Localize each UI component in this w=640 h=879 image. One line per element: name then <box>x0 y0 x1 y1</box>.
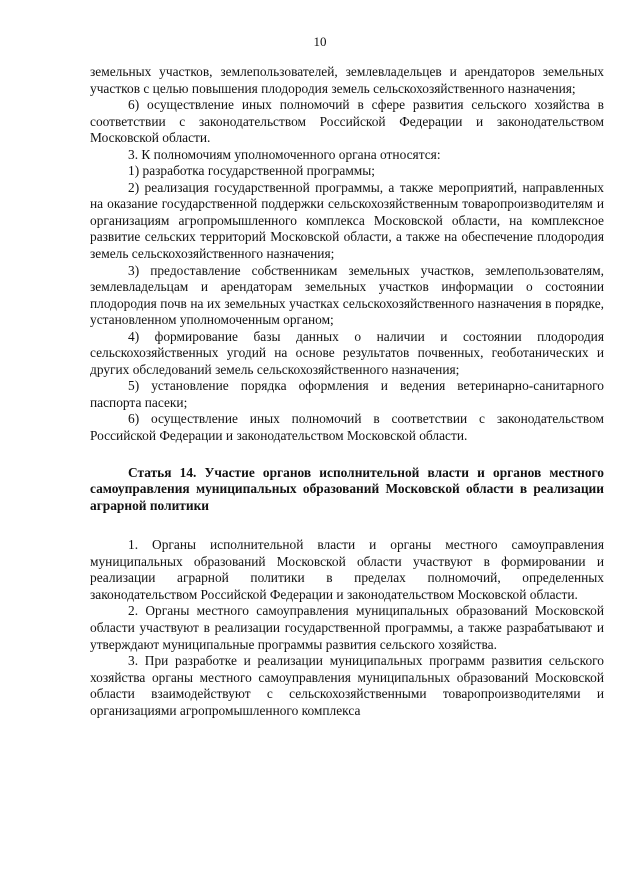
paragraph: 1) разработка государственной программы; <box>128 163 375 179</box>
paragraph: 2. Органы местного самоуправления муниципальных образований Московской области участвуют в реализации государственной программы, а также разрабатывают и утверждают муниципальные программы развития сельского хозяйства. <box>90 603 604 652</box>
paragraph: 6) осуществление иных полномочий в сфере развития сельского хозяйства в соответствии с законодательством Российской Федерации и законодательством Московской области. <box>90 97 604 146</box>
paragraph: 3. При разработке и реализации муниципальных программ развития сельского хозяйства органы местного самоуправления муниципальных образований Московской области взаимодействуют с сельскохозяйственными товаропроизводителями и организациями агропромышленного комплекса <box>90 653 604 718</box>
paragraph: 5) установление порядка оформления и ведения ветеринарно-санитарного паспорта пасеки; <box>90 378 604 410</box>
paragraph: земельных участков, землепользователей, землевладельцев и арендаторов земельных участков с целью повышения плодородия земель сельскохозяйственного назначения; <box>90 64 604 96</box>
paragraph: 4) формирование базы данных о наличии и состоянии плодородия сельскохозяйственных угодий на основе результатов почвенных, геоботанических и других обследований земель сельскохозяйственного назначения; <box>90 328 604 377</box>
paragraph: 1. Органы исполнительной власти и органы местного самоуправления муниципальных образований Московской области участвуют в формировании и реализации аграрной политики в пределах полномочий, определенных законодательством Российской Федерации и законодательством Московской области. <box>90 537 604 602</box>
paragraph: 2) реализация государственной программы, а также мероприятий, направленных на оказание государственной поддержки сельскохозяйственным товаропроизводителям и организациям агропромышленного комплекса Московской области, на комплексное развитие сельских территорий Московской области, а также на обеспечение плодородия земель сельскохозяйственного назначения; <box>90 179 604 262</box>
paragraph: 6) осуществление иных полномочий в соответствии с законодательством Российской Федерации и законодательством Московской области. <box>90 411 604 444</box>
paragraph: 3. К полномочиям уполномоченного органа относятся: <box>128 146 441 162</box>
article-heading: Статья 14. Участие органов исполнительной власти и органов местного самоуправления муниципальных образований Московской области в реализации аграрной политики <box>90 464 604 514</box>
page-number: 10 <box>313 34 327 49</box>
paragraph: 3) предоставление собственникам земельных участков, землепользователям, землевладельцам и арендаторам земельных участков информации о состоянии плодородия почв на их земельных участках сельскохозяйственного назначения в порядке, установленном уполномоченным органом; <box>90 262 604 328</box>
document-body <box>90 64 604 719</box>
